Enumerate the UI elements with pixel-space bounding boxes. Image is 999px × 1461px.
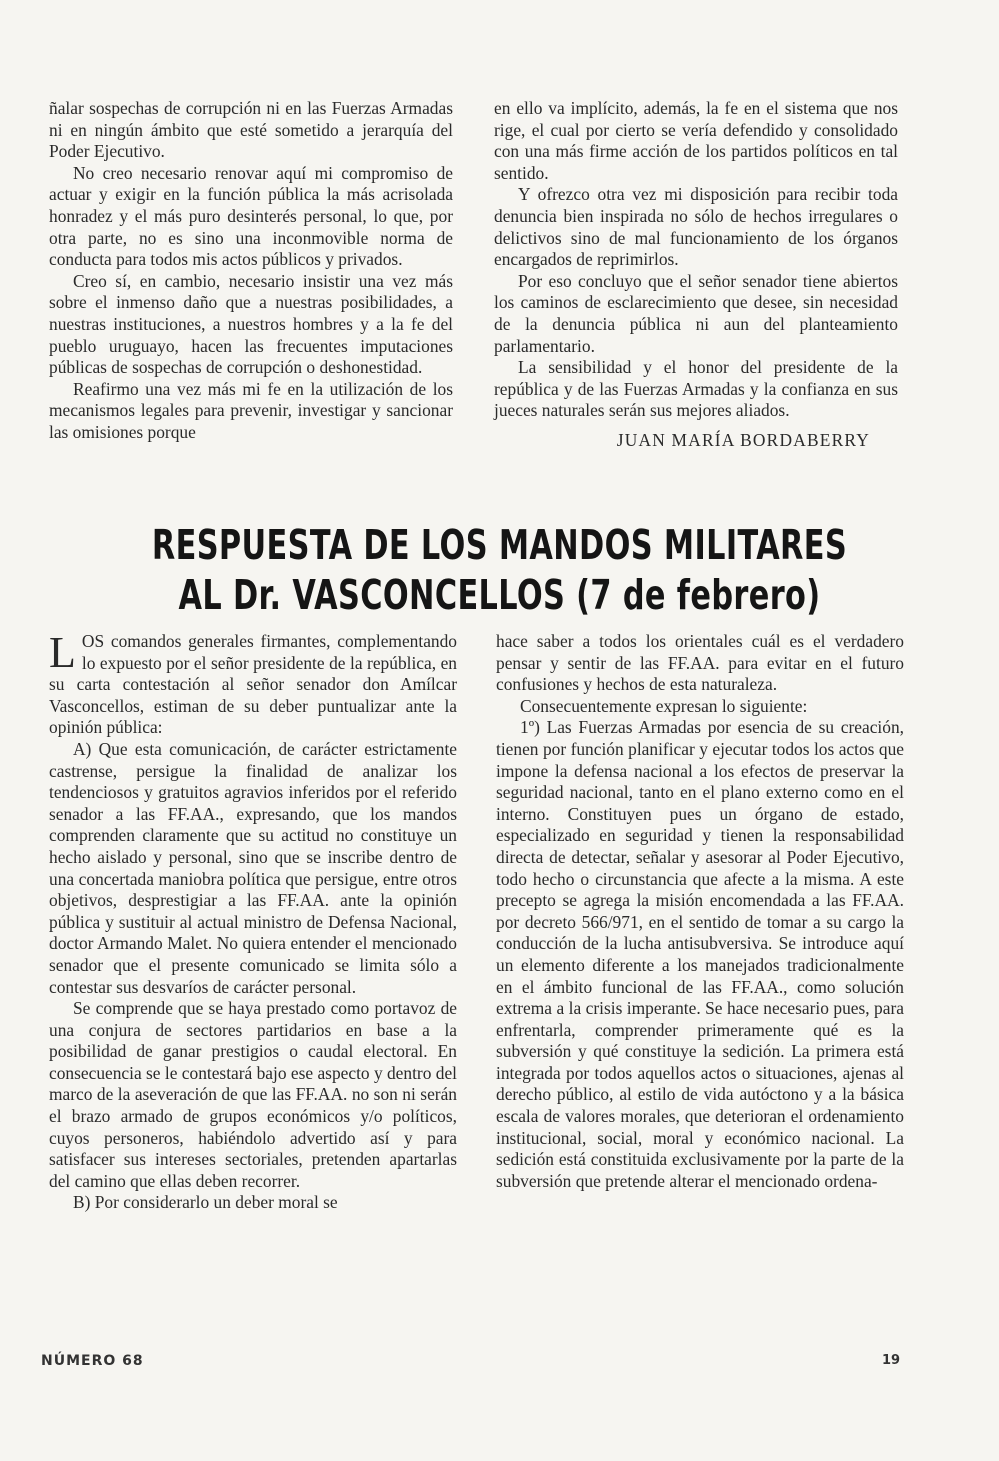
column-top-left [49,98,453,444]
column-bottom-left [49,628,458,1214]
paragraph: Y ofrezco otra vez mi disposición para recibir toda denuncia bien inspirada no sólo de hechos irregulares o delictivos sino de mal funcionamiento de los órganos encargados de reprimirlos. [494,184,898,270]
paragraph: Por eso concluyo que el señor senador tiene abiertos los caminos de esclarecimiento que desee, sin necesidad de la denuncia pública ni aun del planteamiento parlamentario. [494,270,898,356]
paragraph: B) Por considerarlo un deber moral se [73,1192,338,1213]
headline-line-1: RESPUESTA DE LOS MANDOS MILITARES [151,521,848,569]
paragraph: La sensibilidad y el honor del presidente de la república y de las Fuerzas Armadas y la confianza en sus jueces naturales serán sus mejores aliados. [494,357,898,421]
signature: JUAN MARÍA BORDABERRY [616,429,870,450]
paragraph: Consecuentemente expresan lo siguiente: [520,695,808,716]
paragraph: A) Que esta comunicación, de carácter estrictamente castrense, persigue la finalidad de analizar los tendenciosos y gratuitos agravios inferidos por el referido senador a las FF.AA., expresando, que los mandos comprenden claramente que su actitud no constituye un hecho aislado y personal, sino que se inscribe dentro de una concertada maniobra política que persigue, entre otros objetivos, desprestigiar a las FF.AA. ante la opinión pública y sustituir al actual ministro de Defensa Nacional, doctor Armando Malet. No quiera entender el mencionado senador que el presente comunicado se limita sólo a contestar sus desvaríos de carácter personal. [49,738,457,997]
drop-cap: L [49,628,76,677]
paragraph: en ello va implícito, además, la fe en el sistema que nos rige, el cual por cierto se vería defendido y consolidado con una más firme acción de los partidos políticos en tal sentido. [494,98,898,183]
paragraph-text: OS comandos generales firmantes, complementando lo expuesto por el señor presidente de la república, en su carta contestación al señor senador don Amílcar Vasconcellos, estiman de su deber puntualizar ante la opinión pública: [49,631,457,738]
paragraph: Creo sí, en cambio, necesario insistir una vez más sobre el inmenso daño que a nuestras posibilidades, a nuestras instituciones, a nuestros hombres y a la fe del pueblo uruguayo, hacen las frecuentes imputaciones públicas de sospechas de corrupción o deshonestidad. [49,270,453,378]
paragraph: hace saber a todos los orientales cuál es el verdadero pensar y sentir de las FF.AA. para evitar en el futuro confusiones y hechos de esta naturaleza. [496,631,904,695]
column-bottom-right [496,631,904,1192]
paragraph: Reafirmo una vez más mi fe en la utilización de los mecanismos legales para prevenir, investigar y sancionar las omisiones porque [49,378,453,442]
article-headline [0,520,999,620]
paragraph: Se comprende que se haya prestado como portavoz de una conjura de sectores partidarios en base a la posibilidad de ganar prestigios o caudal electoral. En consecuencia se le contestará bajo ese aspecto y dentro del marco de la aseveración de que las FF.AA. no son ni serán el brazo armado de grupos económicos y/o políticos, cuyos personeros, habiéndolo advertido así y para satisfacer sus intereses sectoriales, pretenden apartarlas del camino que ellas deben recorrer. [49,998,458,1191]
paragraph: ñalar sospechas de corrupción ni en las Fuerzas Armadas ni en ningún ámbito que esté sometido a jerarquía del Poder Ejecutivo. [49,98,453,162]
headline-line-2: AL Dr. VASCONCELLOS (7 de febrero) [178,571,821,619]
paragraph: No creo necesario renovar aquí mi compromiso de actuar y exigir en la función pública la más acrisolada honradez y el más puro desinterés personal, lo que, por otra parte, no es sino una inconmovible norma de conducta para todos mis actos públicos y privados. [49,162,453,270]
page-number: 19 [882,1353,901,1368]
issue-number: NÚMERO 68 [41,1353,144,1369]
column-top-right [494,98,898,452]
paragraph: 1º) Las Fuerzas Armadas por esencia de su creación, tienen por función planificar y ejecutar todos los actos que impone la defensa nacional a los efectos de preservar la seguridad nacional, tanto en el plano externo como en el interno. Constituyen pues un órgano de estado, especializado en seguridad y tienen la responsabilidad directa de detectar, señalar y asesorar al Poder Ejecutivo, todo hecho o circunstancia que afecte a la misma. A este precepto se agrega la misión encomendada a las FF.AA. por decreto 566/971, en el sentido de tomar a su cargo la conducción de la lucha antisubversiva. Se introduce aquí un elemento diferente a los manejados tradicionalmente en el ámbito funcional de las FF.AA., como solución extrema a la crisis imperante. Se hace necesario pues, para enfrentarla, comprender primeramente qué es la subversión y qué constituye la sedición. La primera está integrada por todos aquellos actos o situaciones, ajenas al derecho público, al estilo de vida autóctono y a la básica escala de valores morales, que deterioran el ordenamiento institucional, social, moral y económico nacional. La sedición está constituida exclusivamente por la parte de la subversión que pretende alterar el mencionado ordena- [496,717,904,1191]
paragraph [49,628,457,739]
